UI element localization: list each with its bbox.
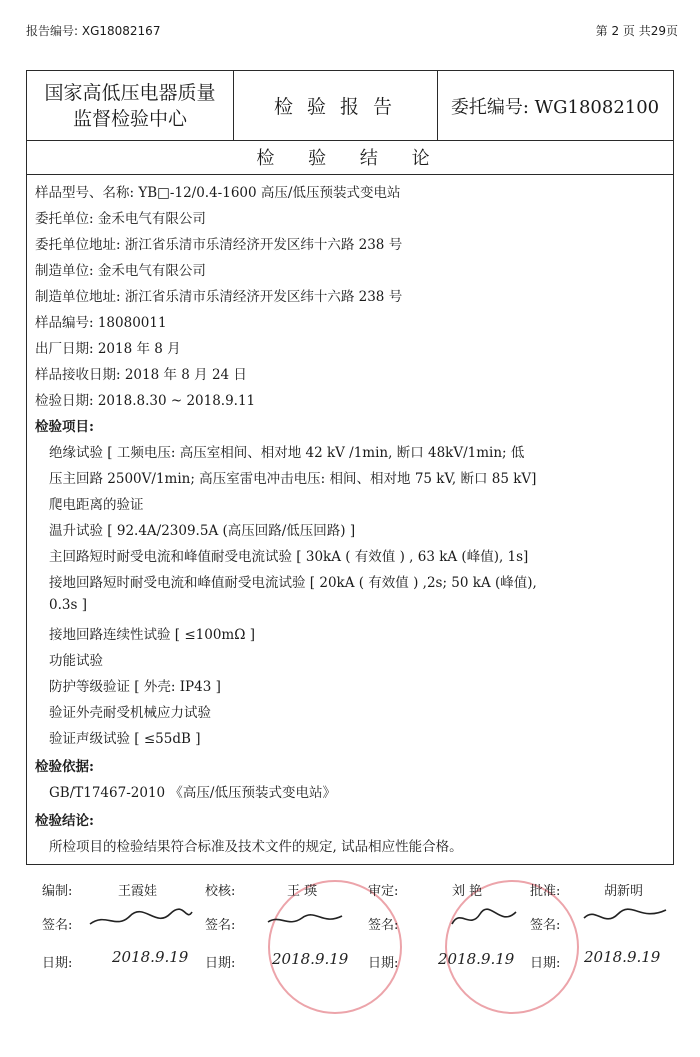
test-basis-heading: 检验依据: bbox=[35, 759, 94, 775]
test-item: 温升试验 [ 92.4A/2309.5A (高压回路/低压回路) ] bbox=[49, 523, 356, 539]
conclusion-heading: 检验结论: bbox=[35, 813, 94, 829]
org-name-line2: 监督检验中心 bbox=[72, 107, 187, 130]
compile-label: 编制: bbox=[42, 884, 73, 899]
signature-divider bbox=[26, 865, 674, 866]
test-item: 防护等级验证 [ 外壳: IP43 ] bbox=[49, 679, 221, 695]
date-label: 日期: bbox=[530, 956, 561, 971]
report-topline bbox=[26, 22, 678, 42]
test-items-heading: 检验项目: bbox=[35, 419, 94, 435]
report-number: 报告编号: XG18082167 bbox=[26, 24, 161, 38]
manufacturer: 制造单位: 金禾电气有限公司 bbox=[35, 263, 206, 279]
ratify-label: 批准: bbox=[530, 884, 561, 899]
test-item: 接地回路短时耐受电流和峰值耐受电流试验 [ 20kA ( 有效值 ) ,2s; 50 kA (峰值), bbox=[49, 575, 537, 591]
date-label: 日期: bbox=[205, 956, 236, 971]
handwritten-signature bbox=[86, 904, 196, 934]
handwritten-signature bbox=[580, 902, 670, 932]
test-item: 功能试验 bbox=[49, 653, 103, 669]
date-value: 2018.9.19 bbox=[584, 948, 661, 966]
test-item: 接地回路连续性试验 [ ≤100mΩ ] bbox=[49, 627, 255, 643]
review-label: 校核: bbox=[205, 884, 236, 899]
test-date: 检验日期: 2018.8.30 ~ 2018.9.11 bbox=[35, 393, 256, 409]
review-name: 王 瑛 bbox=[287, 884, 318, 899]
test-item: 验证外壳耐受机械应力试验 bbox=[49, 705, 211, 721]
report-sheet bbox=[26, 70, 674, 865]
manufacturer-address: 制造单位地址: 浙江省乐清市乐清经济开发区纬十六路 238 号 bbox=[35, 289, 403, 305]
report-title: 检 验 报 告 bbox=[233, 71, 438, 140]
handwritten-signature bbox=[262, 904, 352, 934]
test-item: 绝缘试验 [ 工频电压: 高压室相间、相对地 42 kV /1min, 断口 48kV/1min; 低 bbox=[49, 445, 525, 461]
conclusion-text: 所检项目的检验结果符合标准及技术文件的规定, 试品相应性能合格。 bbox=[49, 839, 463, 855]
date-value: 2018.9.19 bbox=[272, 950, 349, 968]
org-name-line1: 国家高低压电器质量 bbox=[44, 81, 216, 104]
compile-name: 王霞娃 bbox=[118, 884, 158, 899]
handwritten-signature bbox=[446, 902, 526, 934]
sample-number: 样品编号: 18080011 bbox=[35, 315, 167, 331]
sign-label: 签名: bbox=[42, 918, 73, 933]
page-indicator: 第 2 页 共29页 bbox=[595, 24, 678, 38]
approve-name: 刘 艳 bbox=[452, 884, 483, 899]
section-title: 检 验 结 论 bbox=[27, 140, 673, 175]
date-label: 日期: bbox=[368, 956, 399, 971]
sign-label: 签名: bbox=[530, 918, 561, 933]
date-label: 日期: bbox=[42, 956, 73, 971]
test-item: 验证声级试验 [ ≤55dB ] bbox=[49, 731, 201, 747]
production-date: 出厂日期: 2018 年 8 月 bbox=[35, 341, 181, 357]
sign-label: 签名: bbox=[205, 918, 236, 933]
approve-label: 审定: bbox=[368, 884, 399, 899]
test-item: 0.3s ] bbox=[49, 597, 87, 613]
org-name bbox=[27, 71, 234, 140]
ratify-name: 胡新明 bbox=[604, 884, 644, 899]
test-item: 主回路短时耐受电流和峰值耐受电流试验 [ 30kA ( 有效值 ) , 63 kA (峰值), 1s] bbox=[49, 549, 529, 565]
client-address: 委托单位地址: 浙江省乐清市乐清经济开发区纬十六路 238 号 bbox=[35, 237, 403, 253]
test-basis: GB/T17467-2010 《高压/低压预装式变电站》 bbox=[49, 785, 336, 801]
test-item: 爬电距离的验证 bbox=[49, 497, 144, 513]
date-value: 2018.9.19 bbox=[438, 950, 515, 968]
date-value: 2018.9.19 bbox=[112, 948, 189, 966]
test-item: 压主回路 2500V/1min; 高压室雷电冲击电压: 相间、相对地 75 kV, 断口 85 kV] bbox=[49, 471, 537, 487]
receipt-date: 样品接收日期: 2018 年 8 月 24 日 bbox=[35, 367, 247, 383]
signature-block bbox=[0, 880, 700, 980]
sign-label: 签名: bbox=[368, 918, 399, 933]
entrust-number: 委托编号: WG18082100 bbox=[450, 96, 660, 118]
report-header bbox=[27, 71, 673, 141]
sample-model: 样品型号、名称: YB□-12/0.4-1600 高压/低压预装式变电站 bbox=[35, 185, 401, 201]
client: 委托单位: 金禾电气有限公司 bbox=[35, 211, 206, 227]
